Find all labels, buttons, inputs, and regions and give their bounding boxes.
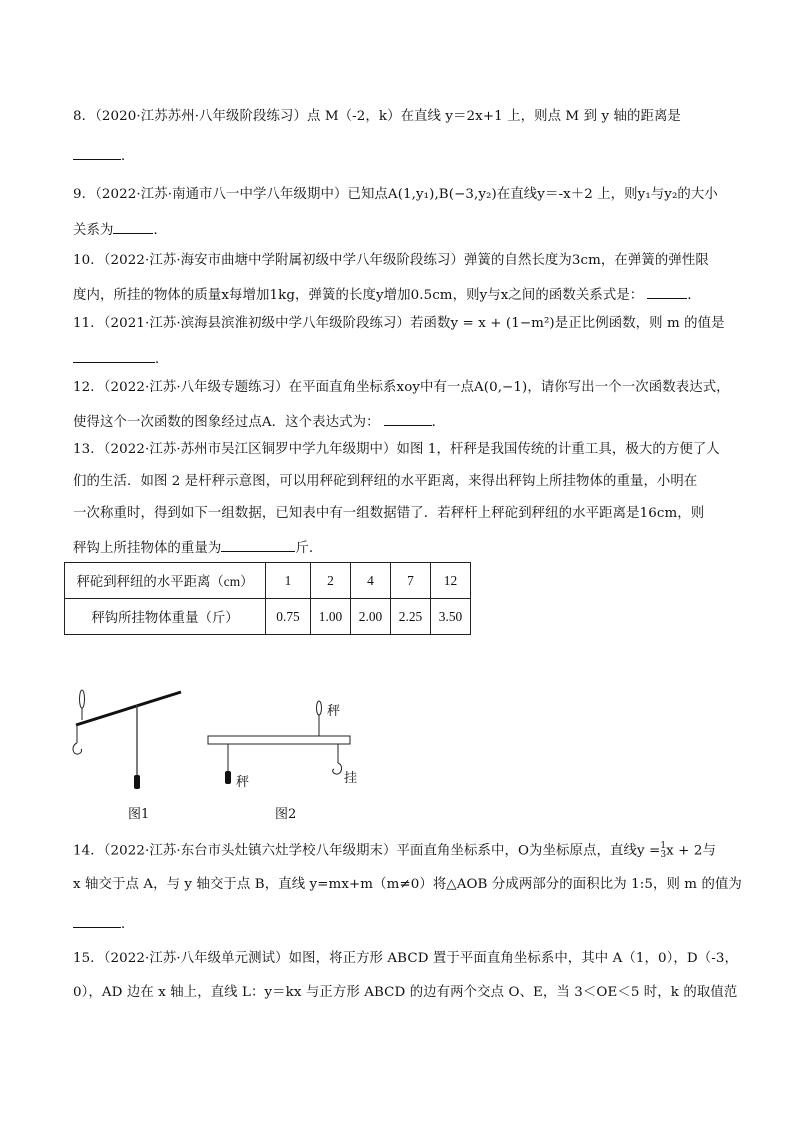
question-9-line-1: 9．（2022·江苏·南通市八一中学八年级期中）已知点A(1,y₁),B(−3,y₂)在直线y＝-x＋2 上，则y₁与y₂的大小 (73, 187, 718, 202)
answer-blank[interactable] (113, 219, 153, 234)
period: ． (121, 149, 135, 164)
text: 使得这个一次函数的图象经过点A．这个表达式为： (73, 415, 380, 430)
table-cell: 2 (311, 563, 351, 599)
answer-blank[interactable] (73, 348, 155, 363)
fig2-label-weight: 秤 (236, 775, 250, 790)
question-15-line-1: 15．（2022·江苏·八年级单元测试）如图，将正方形 ABCD 置于平面直角坐标系中，其中 A（1，0），D（-3， (73, 951, 738, 966)
scale-data-table (64, 562, 471, 635)
question-11-line-1: 11．（2021·江苏·滨海县滨淮初级中学八年级阶段练习）若函数y = x + (1−m²)是正比例函数，则 m 的值是 (73, 316, 725, 331)
text: 14．（2022·江苏·东台市头灶镇六灶学校八年级期末）平面直角坐标系中，O为坐标原点，直线y = (73, 843, 661, 859)
question-14-line-2: x 轴交于点 A，与 y 轴交于点 B，直线 y=mx+m（m≠0）将△AOB 分成两部分的面积比为 1:5，则 m 的值为 (73, 877, 742, 892)
period: ． (687, 288, 701, 303)
question-13-line-1: 13．（2022·江苏·苏州市吴江区铜罗中学九年级期中）如图 1，杆秤是我国传统的计重工具，极大的方便了人 (73, 442, 720, 457)
question-10-line-2 (73, 284, 701, 305)
fig2-caption: 图2 (275, 807, 297, 822)
table-cell: 1 (266, 563, 311, 599)
table-cell: 3.50 (431, 599, 471, 635)
period: ． (431, 415, 446, 430)
period: ． (121, 917, 135, 932)
answer-blank[interactable] (384, 411, 432, 426)
text: 关系为 (73, 223, 114, 238)
question-12-line-2 (73, 411, 445, 432)
answer-blank[interactable] (221, 537, 295, 552)
table-cell: 12 (431, 563, 471, 599)
row-header: 秤砣到秤纽的水平距离（cm） (65, 563, 266, 599)
table-cell: 0.75 (266, 599, 311, 635)
table-row-distance (65, 563, 471, 599)
question-9-line-2 (73, 219, 167, 240)
text: 度内，所挂的物体的质量x每增加1kg，弹簧的长度y增加0.5cm，则y与x之间的函数关系式是： (73, 288, 644, 303)
fig2-label-hook: 挂 (344, 771, 358, 786)
fig1-caption: 图1 (128, 807, 150, 822)
period: ． (155, 352, 169, 367)
text: x + 2与 (666, 843, 716, 859)
table-cell: 2.00 (351, 599, 391, 635)
question-8-line-1: 8．（2020·江苏苏州·八年级阶段练习）点 M（-2，k）在直线 y＝2x+1 上，则点 M 到 y 轴的距离是 (73, 109, 681, 124)
question-10-line-1: 10．（2022·江苏·海安市曲塘中学附属初级中学八年级阶段练习）弹簧的自然长度为3cm，在弹簧的弹性限 (73, 253, 709, 268)
denominator: 3 (660, 850, 667, 860)
numerator: 1 (660, 841, 667, 851)
period: ． (153, 223, 167, 238)
answer-blank[interactable] (73, 145, 121, 160)
table-cell: 4 (351, 563, 391, 599)
steelyard-figures (60, 675, 380, 829)
answer-blank[interactable] (647, 284, 687, 299)
question-13-line-2: 们的生活．如图 2 是杆秤示意图，可以用秤砣到秤纽的水平距离，来得出秤钩上所挂物体的重量，小明在 (73, 474, 698, 489)
row-header: 秤钩所挂物体重量（斤） (65, 599, 266, 635)
question-12-line-1: 12．（2022·江苏·八年级专题练习）在平面直角坐标系xoy中有一点A(0,−1)，请你写出一个一次函数表达式， (73, 380, 730, 395)
steelyard-diagram-icon (60, 675, 380, 825)
question-13-line-3: 一次称重时，得到如下一组数据，已知表中有一组数据错了．若秤杆上秤砣到秤纽的水平距离是16cm，则 (73, 506, 705, 521)
unit: 斤． (295, 541, 323, 556)
answer-blank[interactable] (73, 913, 121, 928)
question-8-answer-line (73, 145, 135, 166)
question-14-line-1 (73, 842, 716, 861)
table-cell: 2.25 (391, 599, 431, 635)
table-cell: 1.00 (311, 599, 351, 635)
question-11-answer-line (73, 348, 169, 369)
table-cell: 7 (391, 563, 431, 599)
question-14-answer-line (73, 913, 135, 934)
question-13-line-4 (73, 537, 322, 558)
table-row-weight (65, 599, 471, 635)
text: 秤钩上所挂物体的重量为 (73, 541, 222, 556)
fig2-label-top: 秤 (327, 704, 341, 719)
question-15-line-2: 0），AD 边在 x 轴上，直线 L：y＝kx 与正方形 ABCD 的边有两个交点 O、E，当 3＜OE＜5 时，k 的取值范 (73, 985, 738, 1000)
